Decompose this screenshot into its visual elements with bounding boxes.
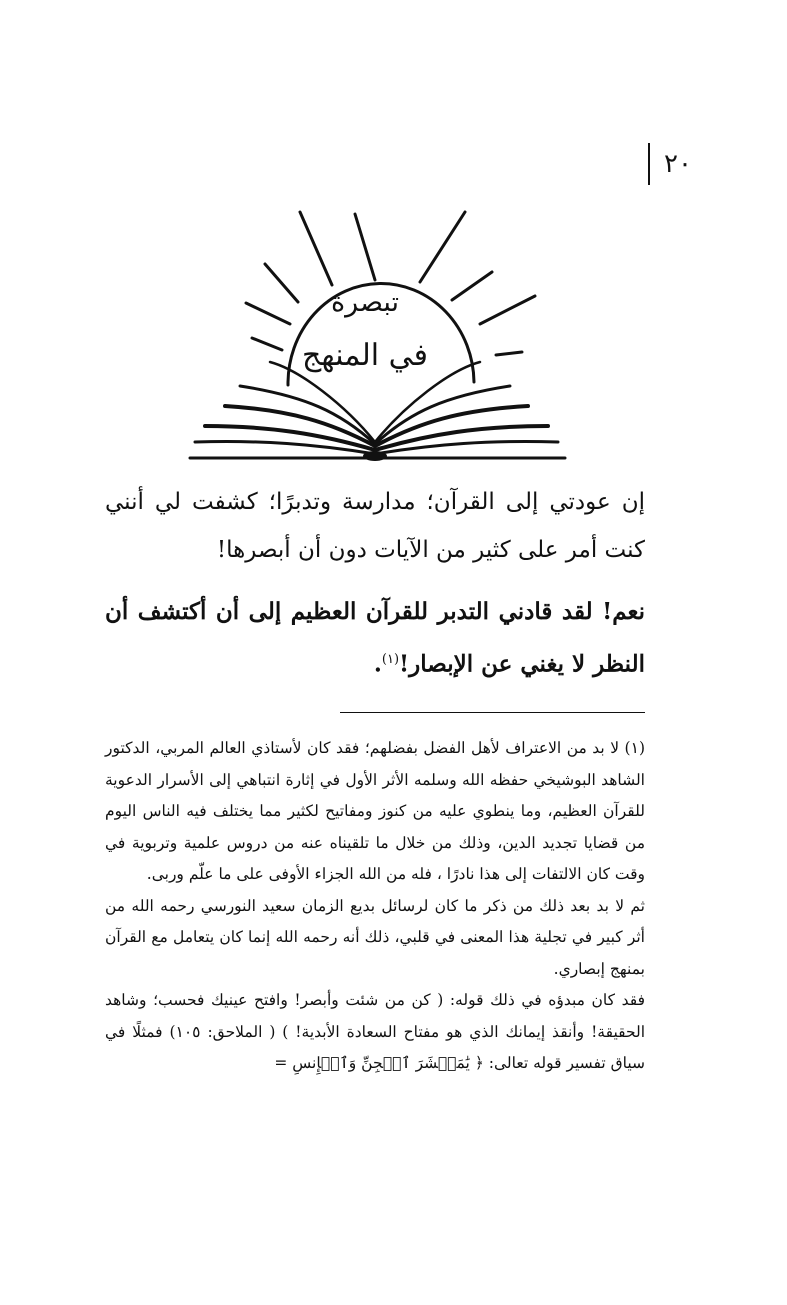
emblem-title: تبصرة [330,287,400,318]
footnote-paragraph: ثم لا بد بعد ذلك من ذكر ما كان لرسائل بديع الزمان سعيد النورسي رحمه الله من أثر كبير في تجلية هذا المعنى في قلبي، ذلك أنه رحمه الله إنما كان يتعامل مع القرآن بمنهج إبصاري. [105,896,645,978]
sun-ray [246,303,290,324]
footnote-divider [340,712,645,713]
footnote-reference[interactable]: (١) [381,652,400,667]
thesis-end: . [373,650,382,678]
open-book [190,362,565,458]
footnotes-section [105,733,645,1080]
thesis-text: نعم! لقد قادني التدبر للقرآن العظيم إلى أن أكتشف أن النظر لا يغني عن الإبصار! [105,598,645,678]
footnote-paragraph: (١) لا بد من الاعتراف لأهل الفضل بفضلهم؛ فقد كان لأستاذي العالم المربي، الدكتور الشاهد البوشيخي حفظه الله وسلمه الأثر الأول في إثارة انتباهي إلى الأسرار الدعوية للقرآن العظيم، وما ينطوي عليه من كنوز ومفاتيح لكثير مما يختلف فيه الناس اليوم من قضايا تجديد الدين، وذلك من خلال ما تلقيناه عنه من دروس علمية وتربوية في وقت كان الالتفات إلى هذا نادرًا ، فله من الله الجزاء الأوفى على ما علّم وربى. [105,739,645,883]
sun-ray [300,212,332,285]
intro-paragraph: إن عودتي إلى القرآن؛ مدارسة وتدبرًا؛ كشفت لي أنني كنت أمر على كثير من الآيات دون أن أبصرها! [105,489,645,563]
sun-ray [420,212,465,282]
page-number [648,143,692,185]
sun-ray [452,272,492,300]
emblem-subtitle: في المنهج [302,338,428,373]
sun-ray [252,338,282,350]
sunrise-book-emblem [180,200,575,465]
sun-ray [480,296,535,324]
sun-ray [496,352,522,355]
page-number-divider [648,143,650,185]
thesis-paragraph [105,588,645,689]
page-number-text: ٢٠ [664,149,692,179]
footnote-paragraph: فقد كان مبدؤه في ذلك قوله: ( كن من شئت وأبصر! وافتح عينيك فحسب؛ وشاهد الحقيقة! وأنقذ إيمانك الذي هو مفتاح السعادة الأبدية! ) ( الملاحق: ١٠٥) فمثلًا في سياق تفسير قوله تعالى: ﴿ يَٰمَعۡشَرَ ٱلۡجِنِّ وَٱلۡإِنسِ = [105,991,646,1072]
book-spine [363,451,387,461]
sun-ray [355,214,375,280]
